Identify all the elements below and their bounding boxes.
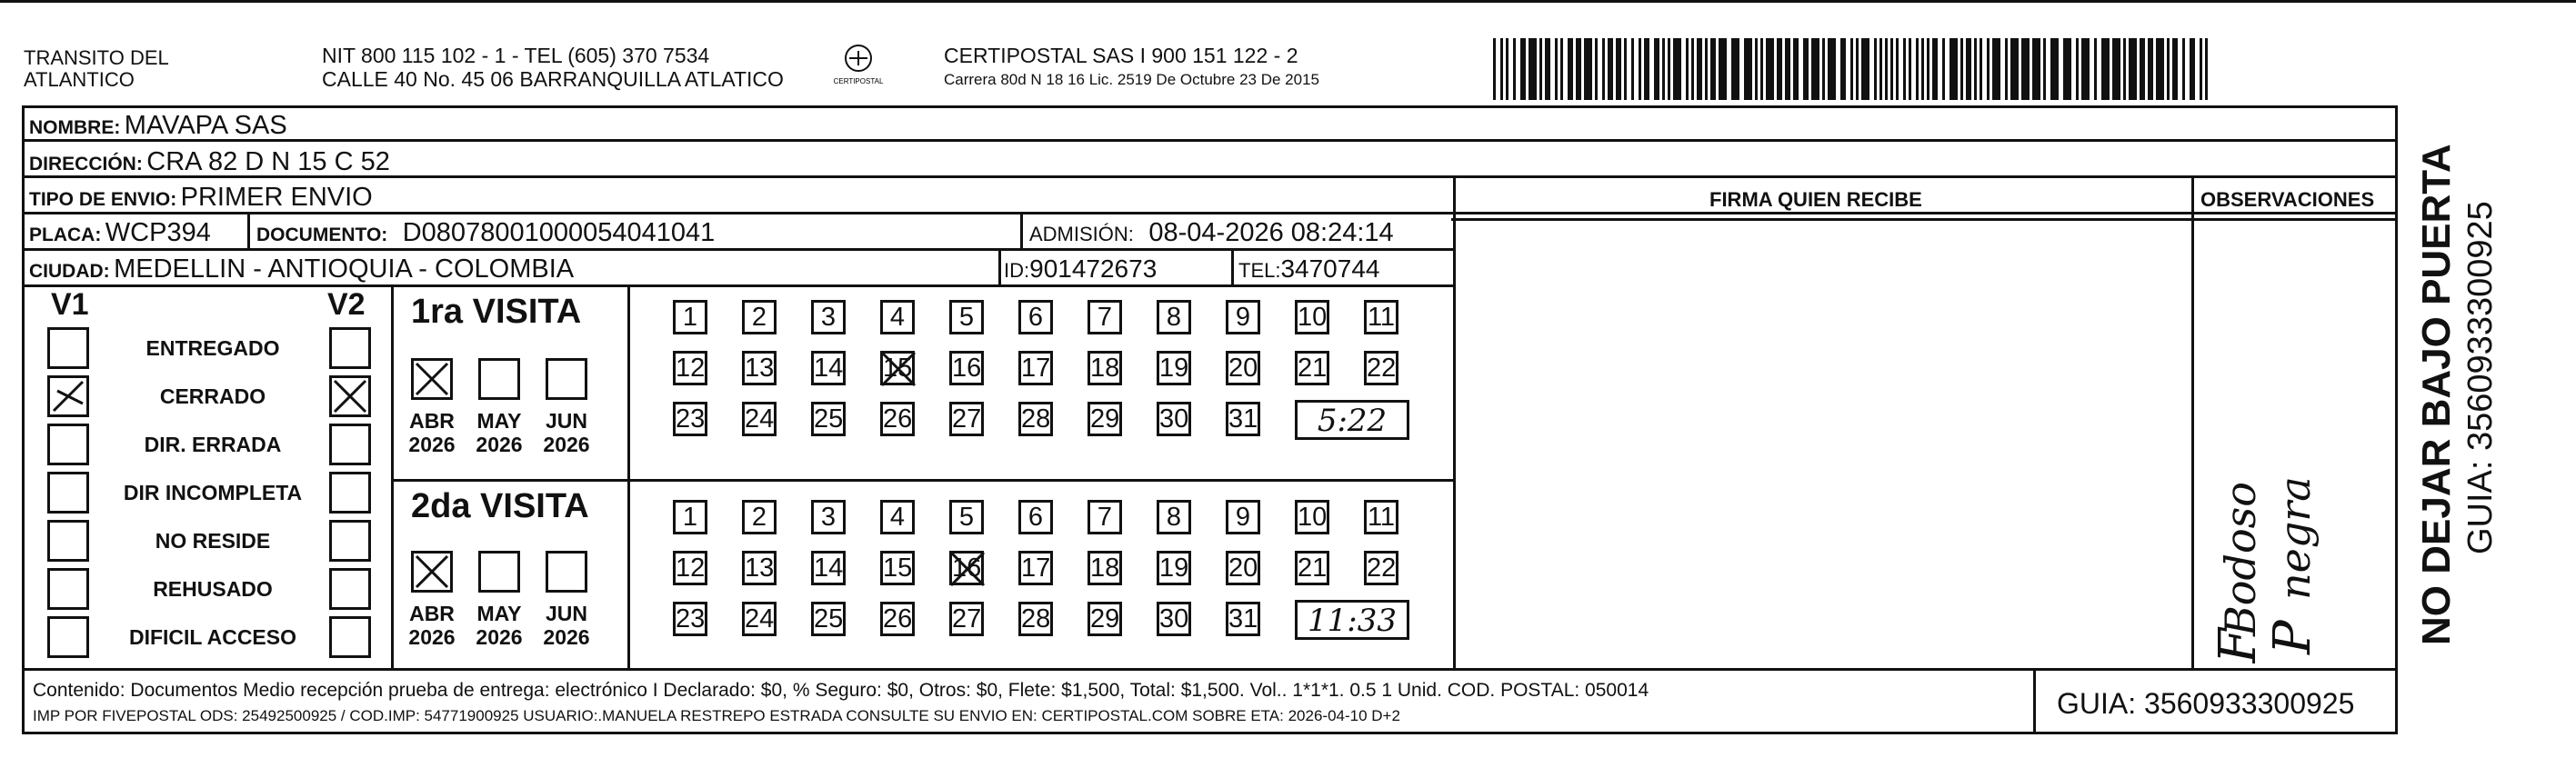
barcode-bar <box>2190 38 2195 100</box>
col-line <box>1453 175 1456 670</box>
barcode-bar <box>2081 38 2090 100</box>
direccion-row: DIRECCIÓN: CRA 82 D N 15 C 52 <box>29 147 390 176</box>
day-box[interactable]: 15 <box>880 351 915 385</box>
v1-checkbox[interactable] <box>47 375 89 417</box>
handwriting-line4: P <box>2263 620 2322 654</box>
row-line <box>22 284 1455 287</box>
barcode-bar <box>1631 38 1634 100</box>
barcode-bar <box>1595 38 1598 100</box>
row-line <box>391 479 1455 482</box>
admision-row: ADMISIÓN: 08-04-2026 08:24:14 <box>1029 218 1394 247</box>
barcode-bar <box>1890 38 1893 100</box>
barcode-bar <box>1500 38 1503 100</box>
day-box[interactable]: 19 <box>1157 551 1191 585</box>
documento-value: D08078001000054041041 <box>402 218 716 247</box>
frame-right <box>2395 105 2398 734</box>
barcode-bar <box>1639 38 1641 100</box>
barcode-bar <box>1760 38 1763 100</box>
day-box[interactable]: 22 <box>1364 351 1398 385</box>
status-label: CERRADO <box>159 384 266 408</box>
barcode-bar <box>1624 38 1627 100</box>
admision-value: 08-04-2026 08:24:14 <box>1148 218 1394 247</box>
day-box[interactable]: 18 <box>1088 351 1122 385</box>
courier-line2: Carrera 80d N 18 16 Lic. 2519 De Octubre 23 De 2015 <box>944 71 1319 88</box>
x-mark-icon <box>880 351 917 392</box>
barcode-bar <box>1755 38 1758 100</box>
day-box[interactable]: 5 <box>949 300 984 334</box>
day-box[interactable]: 27 <box>949 602 984 636</box>
day-box[interactable]: 8 <box>1157 500 1191 534</box>
barcode-bar <box>1803 38 1809 100</box>
day-box[interactable]: 30 <box>1157 602 1191 636</box>
footer-line <box>22 668 2398 671</box>
barcode-bar <box>1785 38 1790 100</box>
barcode-bar <box>1662 38 1665 100</box>
row-line <box>22 248 1455 251</box>
day-box[interactable]: 28 <box>1018 402 1053 436</box>
day-box[interactable]: 3 <box>811 500 846 534</box>
barcode-bar <box>1731 38 1739 100</box>
first-visit-label: 1ra VISITA <box>411 293 582 331</box>
barcode-bar <box>1980 38 1982 100</box>
v1-label: V1 <box>51 287 89 322</box>
col-line <box>998 248 1001 286</box>
frame-left <box>22 105 25 734</box>
observaciones-label: OBSERVACIONES <box>2200 188 2375 211</box>
barcode-bar <box>1668 38 1670 100</box>
second-visit-label: 2da VISITA <box>411 487 589 525</box>
row-line <box>1451 218 2398 221</box>
day-box[interactable]: 4 <box>880 300 915 334</box>
barcode-bar <box>1850 38 1853 100</box>
status-label: REHUSADO <box>153 577 273 601</box>
barcode-bar <box>1916 38 1919 100</box>
day-box[interactable]: 14 <box>811 551 846 585</box>
day-box[interactable]: 3 <box>811 300 846 334</box>
barcode-bar <box>1710 38 1716 100</box>
day-box[interactable]: 13 <box>742 551 777 585</box>
x-mark-icon <box>414 361 450 397</box>
handwritten-time: 11:33 <box>1295 600 1409 640</box>
barcode-bar <box>1885 38 1888 100</box>
barcode-bar <box>1602 38 1605 100</box>
month-label: JUN 2026 <box>543 602 590 649</box>
day-box[interactable]: 27 <box>949 402 984 436</box>
footer-imp: IMP POR FIVEPOSTAL ODS: 25492500925 / COD.IMP: 54771900925 USUARIO:.MANUELA RESTREPO ESTRADA CONSULTE SU ENVIO EN: CERTIPOSTAL.COM SOBRE ETA: 2026-04-10 D+2 <box>33 707 1400 724</box>
day-box[interactable]: 29 <box>1088 402 1122 436</box>
tel-field: TEL:3470744 <box>1238 254 1380 283</box>
v2-checkbox[interactable] <box>329 616 371 658</box>
row-line <box>2191 212 2398 214</box>
barcode-bar <box>1766 38 1774 100</box>
month-checkbox[interactable] <box>411 358 453 400</box>
barcode-bar <box>1966 38 1971 100</box>
barcode-bar <box>1950 38 1958 100</box>
barcode-bar <box>2010 38 2019 100</box>
barcode-bar <box>2032 38 2040 100</box>
nit-line: NIT 800 115 102 - 1 - TEL (605) 370 7534 <box>322 44 710 67</box>
barcode-bar <box>1705 38 1708 100</box>
barcode-bar <box>1974 38 1977 100</box>
barcode-bar <box>1555 38 1558 100</box>
barcode-bar <box>1840 38 1846 100</box>
day-box[interactable]: 14 <box>811 351 846 385</box>
barcode-bar <box>1539 38 1542 100</box>
col-line <box>391 284 394 670</box>
barcode-bar <box>1691 38 1694 100</box>
handwritten-time: 5:22 <box>1295 400 1409 440</box>
v1-checkbox[interactable] <box>47 616 89 658</box>
day-box[interactable]: 16 <box>949 351 984 385</box>
day-box[interactable]: 2 <box>742 300 777 334</box>
month-label: JUN 2026 <box>543 409 590 456</box>
day-box[interactable]: 25 <box>811 402 846 436</box>
ciudad-value: MEDELLIN - ANTIOQUIA - COLOMBIA <box>114 254 575 284</box>
barcode-bar <box>1960 38 1963 100</box>
day-box[interactable]: 16 <box>949 551 984 585</box>
barcode-bar <box>2076 38 2079 100</box>
v2-label: V2 <box>327 287 366 322</box>
day-box[interactable]: 4 <box>880 500 915 534</box>
direccion-value: CRA 82 D N 15 C 52 <box>146 147 390 176</box>
barcode-bar <box>2112 38 2120 100</box>
barcode-bar <box>2101 38 2110 100</box>
barcode-bar <box>1896 38 1899 100</box>
day-box[interactable]: 21 <box>1295 351 1329 385</box>
v2-checkbox[interactable] <box>329 568 371 610</box>
v2-checkbox[interactable] <box>329 424 371 465</box>
barcode-bar <box>1992 38 2000 100</box>
placa-value: WCP394 <box>105 218 211 247</box>
barcode-bar <box>1921 38 1924 100</box>
nombre-value: MAVAPA SAS <box>124 111 287 140</box>
certipostal-logo <box>829 42 887 95</box>
day-box[interactable]: 13 <box>742 351 777 385</box>
day-box[interactable]: 10 <box>1295 500 1329 534</box>
day-box[interactable]: 30 <box>1157 402 1191 436</box>
barcode-bar <box>2021 38 2030 100</box>
frame-top <box>22 105 2398 108</box>
barcode <box>1493 38 2216 100</box>
side-guia: GUIA: 3560933300925 <box>2461 201 2500 554</box>
barcode-bar <box>1777 38 1782 100</box>
barcode-bar <box>1584 38 1592 100</box>
status-label: DIFICIL ACCESO <box>128 625 296 649</box>
barcode-bar <box>2140 38 2145 100</box>
day-box[interactable]: 26 <box>880 602 915 636</box>
day-box[interactable]: 6 <box>1018 500 1053 534</box>
barcode-bar <box>1520 38 1526 100</box>
day-box[interactable]: 22 <box>1364 551 1398 585</box>
month-checkbox[interactable] <box>546 358 587 400</box>
v2-checkbox[interactable] <box>329 327 371 369</box>
placa-row: PLACA: WCP394 <box>29 218 211 247</box>
col-line <box>627 284 630 670</box>
top-border <box>0 0 2576 3</box>
barcode-bar <box>1861 38 1869 100</box>
v1-checkbox[interactable] <box>47 568 89 610</box>
check-mark-icon <box>50 378 86 414</box>
barcode-bar <box>1686 38 1689 100</box>
footer-contenido: Contenido: Documentos Medio recepción prueba de entrega: electrónico I Declarado: $0, % Seguro: $0, Otros: $0, Flete: $1,500, Total: $1,500. Vol.. 1*1*1. 0.5 1 Unid. COD. POSTAL: 050014 <box>33 680 1649 701</box>
barcode-bar <box>1568 38 1573 100</box>
day-box[interactable]: 20 <box>1226 351 1260 385</box>
day-box[interactable]: 31 <box>1226 402 1260 436</box>
barcode-bar <box>2050 38 2059 100</box>
day-box[interactable]: 15 <box>880 551 915 585</box>
day-box[interactable]: 29 <box>1088 602 1122 636</box>
barcode-bar <box>2172 38 2178 100</box>
ciudad-row: CIUDAD: MEDELLIN - ANTIOQUIA - COLOMBIA <box>29 254 575 284</box>
barcode-bar <box>1513 38 1516 100</box>
frame-bottom <box>22 732 2398 734</box>
day-box[interactable]: 21 <box>1295 551 1329 585</box>
status-label: DIR. ERRADA <box>144 433 282 456</box>
day-box[interactable]: 5 <box>949 500 984 534</box>
barcode-bar <box>1744 38 1752 100</box>
logo-text: CERTIPOSTAL <box>833 77 884 85</box>
status-label: ENTREGADO <box>145 336 280 360</box>
col-line <box>1020 212 1023 250</box>
day-box[interactable]: 11 <box>1364 300 1398 334</box>
barcode-bar <box>1927 38 1929 100</box>
day-box[interactable]: 2 <box>742 500 777 534</box>
barcode-bar <box>1616 38 1621 100</box>
barcode-bar <box>2205 38 2208 100</box>
barcode-bar <box>2200 38 2202 100</box>
month-checkbox[interactable] <box>546 551 587 593</box>
barcode-bar <box>1719 38 1727 100</box>
address-line: CALLE 40 No. 45 06 BARRANQUILLA ATLATICO <box>322 67 784 91</box>
barcode-bar <box>2123 38 2126 100</box>
barcode-bar <box>1987 38 1990 100</box>
day-box[interactable]: 8 <box>1157 300 1191 334</box>
barcode-bar <box>1576 38 1581 100</box>
day-box[interactable]: 1 <box>673 300 707 334</box>
barcode-bar <box>2156 38 2164 100</box>
handwriting-line2: negra <box>2270 476 2320 600</box>
barcode-bar <box>1932 38 1938 100</box>
day-box[interactable]: 1 <box>673 500 707 534</box>
barcode-bar <box>2063 38 2071 100</box>
v2-checkbox[interactable] <box>329 520 371 562</box>
day-box[interactable]: 17 <box>1018 551 1053 585</box>
barcode-bar <box>1545 38 1550 100</box>
day-box[interactable]: 31 <box>1226 602 1260 636</box>
month-checkbox[interactable] <box>411 551 453 593</box>
barcode-bar <box>2167 38 2170 100</box>
day-box[interactable]: 19 <box>1157 351 1191 385</box>
month-label: MAY 2026 <box>476 602 523 649</box>
side-text <box>2401 127 2510 654</box>
company-name: TRANSITO DEL ATLANTICO <box>24 46 169 91</box>
v2-checkbox[interactable] <box>329 472 371 514</box>
row-line <box>22 212 2398 214</box>
barcode-bar <box>1608 38 1613 100</box>
month-label: MAY 2026 <box>476 409 523 456</box>
row-line <box>22 139 2398 142</box>
day-box[interactable]: 12 <box>673 551 707 585</box>
barcode-bar <box>1903 38 1906 100</box>
status-label: NO RESIDE <box>155 529 271 553</box>
month-checkbox[interactable] <box>478 551 520 593</box>
day-box[interactable]: 18 <box>1088 551 1122 585</box>
day-box[interactable]: 23 <box>673 602 707 636</box>
observation-handwriting <box>2200 327 2364 663</box>
day-box[interactable]: 7 <box>1088 500 1122 534</box>
month-label: ABR 2026 <box>408 602 456 649</box>
v2-checkbox[interactable] <box>329 375 371 417</box>
barcode-bar <box>1673 38 1681 100</box>
day-box[interactable]: 24 <box>742 602 777 636</box>
barcode-bar <box>1856 38 1859 100</box>
day-box[interactable]: 12 <box>673 351 707 385</box>
day-box[interactable]: 10 <box>1295 300 1329 334</box>
day-box[interactable]: 9 <box>1226 300 1260 334</box>
barcode-bar <box>1822 38 1825 100</box>
barcode-bar <box>1697 38 1702 100</box>
x-mark-icon <box>414 554 450 590</box>
barcode-bar <box>1828 38 1836 100</box>
barcode-bar <box>1874 38 1877 100</box>
day-box[interactable]: 26 <box>880 402 915 436</box>
barcode-bar <box>1529 38 1537 100</box>
day-box[interactable]: 9 <box>1226 500 1260 534</box>
barcode-bar <box>1560 38 1563 100</box>
col-line <box>2191 175 2194 670</box>
documento-row: DOCUMENTO: D08078001000054041041 <box>256 218 716 247</box>
side-warning: NO DEJAR BAJO PUERTA <box>2414 144 2459 645</box>
barcode-bar <box>1942 38 1945 100</box>
day-box[interactable]: 25 <box>811 602 846 636</box>
barcode-bar <box>2129 38 2137 100</box>
day-box[interactable]: 6 <box>1018 300 1053 334</box>
barcode-bar <box>1654 38 1659 100</box>
col-line <box>1231 248 1234 286</box>
handwriting-line3: F <box>2209 628 2268 663</box>
barcode-bar <box>2148 38 2153 100</box>
barcode-bar <box>2182 38 2185 100</box>
day-box[interactable]: 28 <box>1018 602 1053 636</box>
status-label: DIR INCOMPLETA <box>123 481 303 504</box>
x-mark-icon <box>949 551 986 592</box>
nombre-row: NOMBRE: MAVAPA SAS <box>29 111 287 140</box>
tipo-value: PRIMER ENVIO <box>180 183 373 212</box>
barcode-bar <box>2043 38 2046 100</box>
barcode-bar <box>1493 38 1496 100</box>
v1-checkbox[interactable] <box>47 424 89 465</box>
barcode-bar <box>2094 38 2097 100</box>
x-mark-icon <box>332 378 368 414</box>
day-box[interactable]: 23 <box>673 402 707 436</box>
barcode-bar <box>1644 38 1649 100</box>
day-box[interactable]: 11 <box>1364 500 1398 534</box>
barcode-bar <box>1879 38 1882 100</box>
footer-guia: GUIA: 3560933300925 <box>2057 687 2355 720</box>
barcode-bar <box>2005 38 2008 100</box>
day-box[interactable]: 7 <box>1088 300 1122 334</box>
handwriting-line1: Bodoso <box>2216 482 2265 636</box>
day-box[interactable]: 17 <box>1018 351 1053 385</box>
tipo-row: TIPO DE ENVIO: PRIMER ENVIO <box>29 183 373 212</box>
firma-label: FIRMA QUIEN RECIBE <box>1709 188 1922 211</box>
day-box[interactable]: 24 <box>742 402 777 436</box>
col-line <box>247 212 250 250</box>
v1-checkbox[interactable] <box>47 520 89 562</box>
v1-checkbox[interactable] <box>47 327 89 369</box>
id-field: ID:901472673 <box>1004 254 1158 283</box>
v1-checkbox[interactable] <box>47 472 89 514</box>
courier-line1: CERTIPOSTAL SAS I 900 151 122 - 2 <box>944 44 1298 67</box>
col-line <box>2033 670 2036 733</box>
barcode-bar <box>1811 38 1819 100</box>
day-box[interactable]: 20 <box>1226 551 1260 585</box>
barcode-bar <box>1506 38 1509 100</box>
month-checkbox[interactable] <box>478 358 520 400</box>
barcode-bar <box>1909 38 1911 100</box>
barcode-bar <box>1793 38 1799 100</box>
month-label: ABR 2026 <box>408 409 456 456</box>
